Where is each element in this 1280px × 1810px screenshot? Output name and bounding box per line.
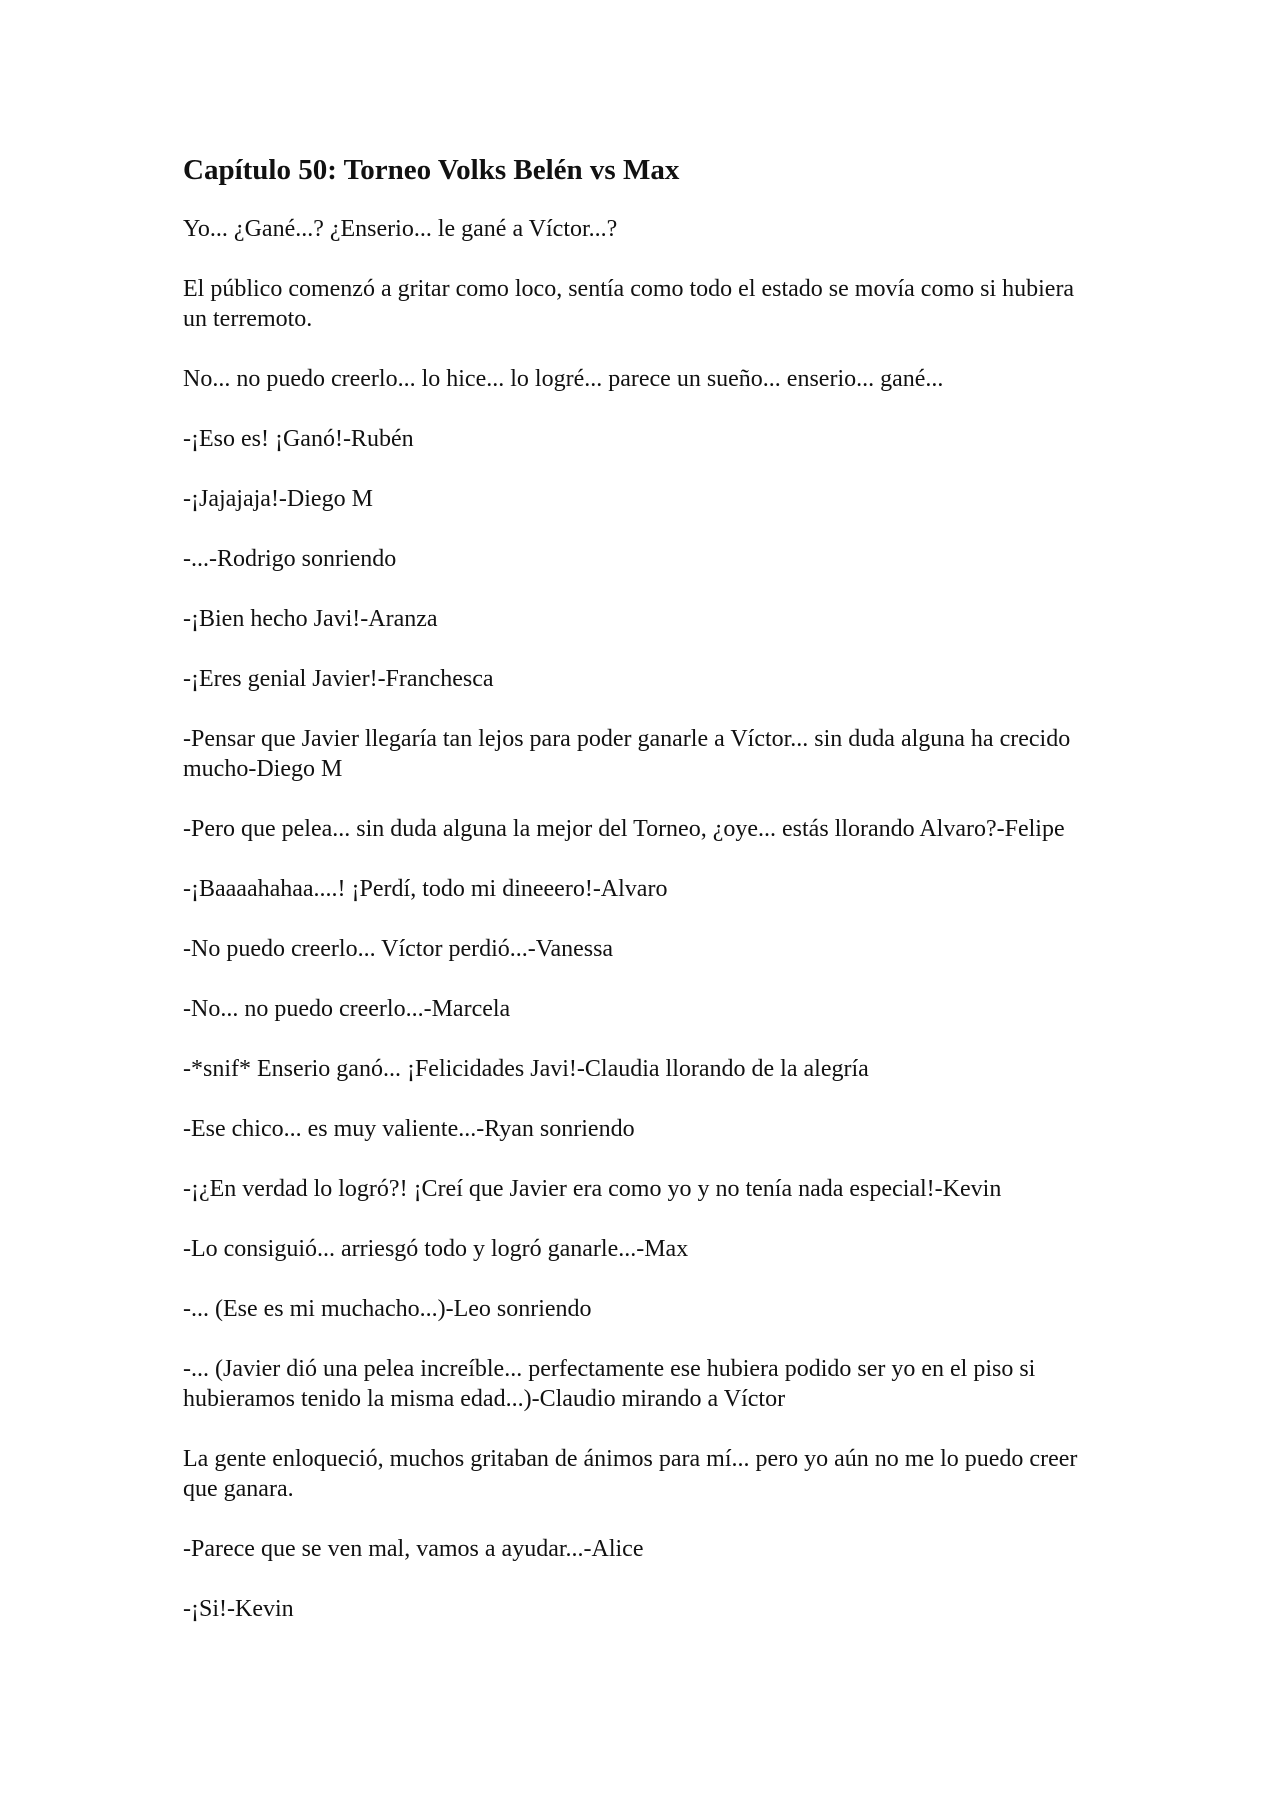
dialogue-line: -Pero que pelea... sin duda alguna la mejor del Torneo, ¿oye... estás llorando Alvaro?-Felipe (183, 816, 1065, 842)
chapter-title: Capítulo 50: Torneo Volks Belén vs Max (183, 154, 680, 186)
dialogue-line: -... (Ese es mi muchacho...)-Leo sonriendo (183, 1296, 592, 1322)
dialogue-line: -Lo consiguió... arriesgó todo y logró ganarle...-Max (183, 1236, 689, 1262)
dialogue-line: -¡Jajajaja!-Diego M (183, 486, 373, 512)
dialogue-line: -¡Bien hecho Javi!-Aranza (183, 606, 438, 632)
paragraph: La gente enloqueció, muchos gritaban de ánimos para mí... pero yo aún no me lo puedo creer que ganara. (183, 1446, 1078, 1502)
dialogue-line: -¡¿En verdad lo logró?! ¡Creí que Javier era como yo y no tenía nada especial!-Kevin (183, 1176, 1002, 1202)
paragraph: No... no puedo creerlo... lo hice... lo logré... parece un sueño... enserio... gané... (183, 366, 944, 392)
dialogue-line: -Parece que se ven mal, vamos a ayudar...-Alice (183, 1536, 644, 1562)
dialogue-line: -...-Rodrigo sonriendo (183, 546, 397, 572)
dialogue-line: -¡Baaaahahaa....! ¡Perdí, todo mi dineeero!-Alvaro (183, 876, 668, 902)
dialogue-line: -¡Si!-Kevin (183, 1596, 294, 1622)
dialogue-line: -*snif* Enserio ganó... ¡Felicidades Javi!-Claudia llorando de la alegría (183, 1056, 869, 1082)
dialogue-line: -¡Eso es! ¡Ganó!-Rubén (183, 426, 414, 452)
dialogue-line: -Ese chico... es muy valiente...-Ryan sonriendo (183, 1116, 635, 1142)
dialogue-line: -¡Eres genial Javier!-Franchesca (183, 666, 494, 692)
dialogue-line: -... (Javier dió una pelea increíble... perfectamente ese hubiera podido ser yo en el piso si hubieramos tenido la misma edad...)-Claudio mirando a Víctor (183, 1356, 1036, 1412)
dialogue-line: -No puedo creerlo... Víctor perdió...-Vanessa (183, 936, 614, 962)
dialogue-line: -Pensar que Javier llegaría tan lejos para poder ganarle a Víctor... sin duda alguna ha crecido mucho-Diego M (183, 726, 1071, 782)
dialogue-line: -No... no puedo creerlo...-Marcela (183, 996, 511, 1022)
document-content (183, 152, 1103, 1654)
paragraph: El público comenzó a gritar como loco, sentía como todo el estado se movía como si hubiera un terremoto. (183, 276, 1075, 332)
paragraph: Yo... ¿Gané...? ¿Enserio... le gané a Víctor...? (183, 216, 618, 242)
